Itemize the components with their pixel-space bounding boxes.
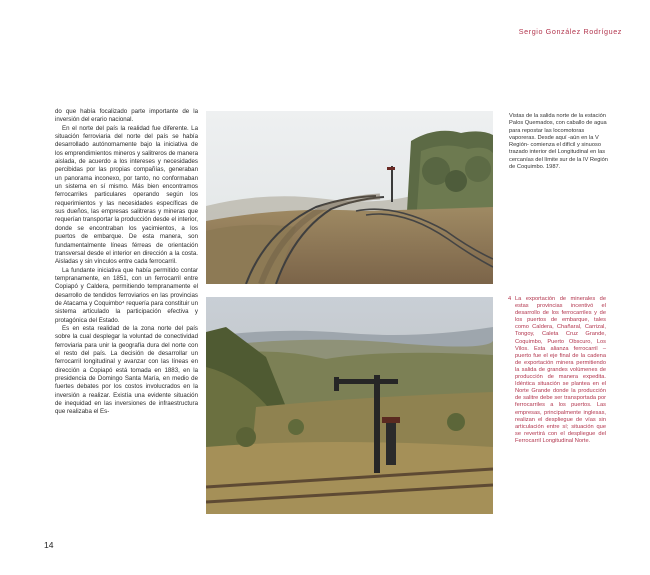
body-paragraph: do que había focalizado parte importante de la inversión del erario nacional. (55, 108, 198, 124)
body-paragraph: Es en esta realidad de la zona norte del país sobre la cual desplegar la voluntad de conectividad ferroviaria para unir la geografía dura del norte con el resto del país. La decisión de desarrollar un ferrocarril longitudinal y avanzar con las líneas en dirección a Copiapó está tomada en 1883, en la presidencia de Domingo Santa María, en medio de fuertes debates por los costos involucrados en la inversión a realizar. Existía una evidente situación de inequidad en las inversiones de infraestructura que realizaba el Es- (55, 324, 198, 416)
body-paragraph: La fundante iniciativa que había permitido contar tempranamente, en 1851, con un ferrocarril entre Copiapó y Caldera, permitiendo tempranamente el desarrollo de tendidos ferroviarios en las provincias de Atacama y Coquimbo⁴ requería para constituir un sistema articulado la participación efectiva y protagónica del Estado. (55, 266, 198, 324)
page-number: 14 (44, 540, 54, 550)
footnote (508, 296, 606, 445)
body-text-column (55, 108, 198, 417)
photo-caption: Vistas de la salida norte de la estación Palos Quemados, con caballo de agua para repostar las locomotoras vaporeras. Desde aquí -aún en la V Región- comienza el difícil y sinuoso trazado interior del Longitudinal en las cercanías del límite sur de la IV Región de Coquimbo. 1987. (509, 113, 608, 171)
railway-tracks-image (206, 111, 493, 284)
footnote-number: 4 (508, 296, 512, 302)
photo-railway-tracks (206, 111, 493, 284)
water-crane-image (206, 297, 493, 514)
footnote-text: La exportación de minerales de estas provincias incentivó el desarrollo de los ferrocarriles y de los puertos de embarque, tales como Caldera, Chañaral, Carrizal, Tongoy, Caleta Cruz Grande, Coquimbo, Puerto Obscuro, Los Vilos. Esta alianza ferrocarril – puerto fue el eje final de la cadena de exportación minera permitiendo la salida de grandes volúmenes de producción de manera expedita. Idéntica situación se plantea en el Norte Grande donde la producción de salitre debe ser transportada por ferrocarriles a los puertos. Las empresas, principalmente inglesas, realizan el despliegue de vías sin articulación entre sí; situación que se revertirá con el despliegue del Ferrocarril Longitudinal Norte. (515, 296, 606, 444)
body-paragraph: En el norte del país la realidad fue diferente. La situación ferroviaria del norte del país se había desarrollado autónomamente bajo la iniciativa de los emprendimientos mineros y salitreros de manera aislada, de acuerdo a los intereses y necesidades percibidas por las propias compañías, generaban un panorama inconexo, por tanto, no conformaban un sistema en sí mismo. Más bien encontramos ferrocarriles particulares operando según los requerimientos y las necesidades específicas de sus dueños, las empresas salitreras y mineras que requerían transportar la producción desde el interior, donde se encontraban los yacimientos, a los puertos de embarque. De esta manera, son fundamentalmente líneas férreas de orientación transversal desde el interior en dirección a la costa. Aisladas y sin vínculos entre cada ferrocarril. (55, 124, 198, 266)
running-head-author: Sergio González Rodríguez (518, 27, 622, 36)
photo-water-crane (206, 297, 493, 514)
